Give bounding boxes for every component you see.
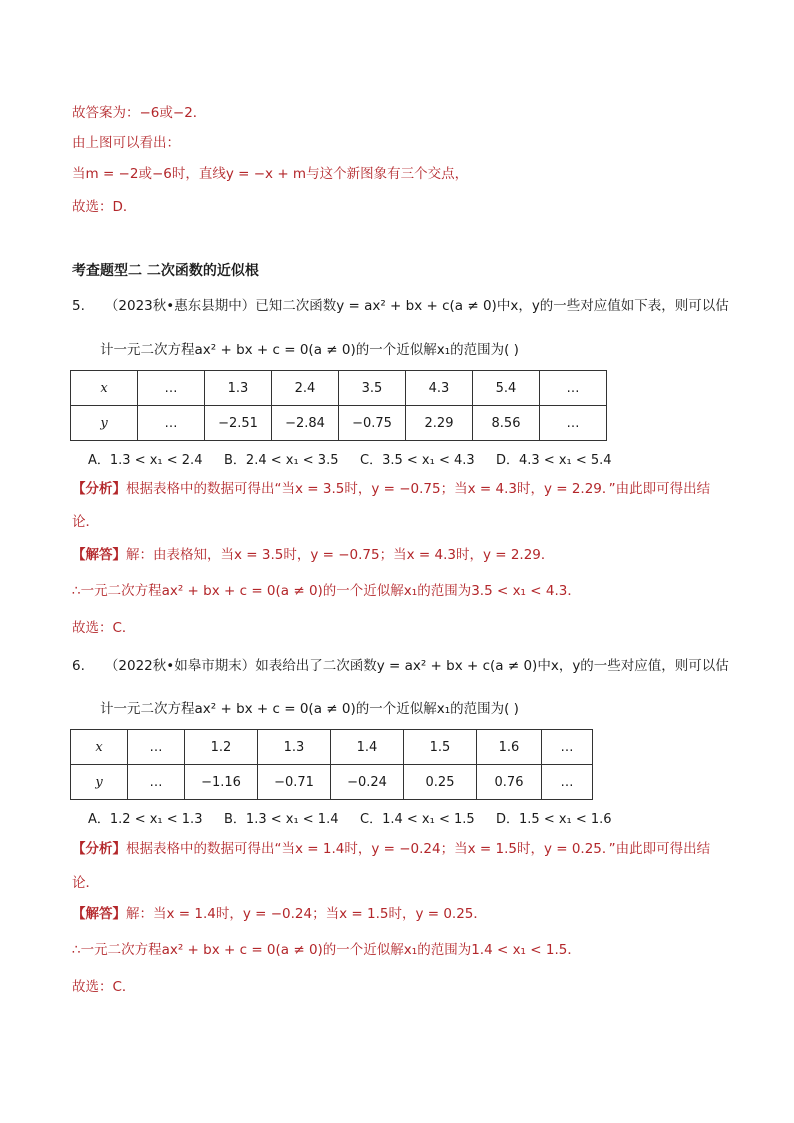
option-b: B．1.3 < x₁ < 1.4 [224, 812, 339, 827]
table-cell: 1.5 [404, 730, 477, 765]
q6-options [88, 808, 632, 827]
table-cell: 4.3 [406, 371, 473, 406]
table-cell: −2.84 [272, 406, 339, 441]
table-cell: −0.75 [339, 406, 406, 441]
table-cell: … [138, 371, 205, 406]
table-row [71, 765, 593, 800]
table-cell: … [128, 765, 185, 800]
table-cell: … [542, 765, 593, 800]
option-d: D．1.5 < x₁ < 1.6 [496, 812, 612, 827]
q5-stem-line2: 计一元二次方程ax² + bx + c = 0(a ≠ 0)的一个近似解x₁的范围为( ) [100, 342, 519, 358]
table-row [71, 730, 593, 765]
option-c: C．3.5 < x₁ < 4.3 [360, 453, 475, 468]
table-cell: 1.2 [185, 730, 258, 765]
q5-stem-line1: （2023秋•惠东县期中）已知二次函数y = ax² + bx + c(a ≠ 0)中x，y的一些对应值如下表，则可以估 [104, 298, 729, 314]
table-cell: … [540, 406, 607, 441]
observation-line: 由上图可以看出： [72, 135, 180, 151]
table-cell: 0.25 [404, 765, 477, 800]
table-cell: … [128, 730, 185, 765]
table-cell: −1.16 [185, 765, 258, 800]
option-d: D．4.3 < x₁ < 5.4 [496, 453, 612, 468]
table-cell: 1.3 [258, 730, 331, 765]
q5-number: 5. [72, 298, 85, 314]
q5-analysis-cont: 论． [72, 514, 99, 530]
table-cell: … [542, 730, 593, 765]
table-cell: 2.29 [406, 406, 473, 441]
q6-number: 6. [72, 658, 85, 674]
table-cell: 5.4 [473, 371, 540, 406]
table-cell: 2.4 [272, 371, 339, 406]
q6-solution-line2: ∴一元二次方程ax² + bx + c = 0(a ≠ 0)的一个近似解x₁的范围为1.4 < x₁ < 1.5． [72, 942, 581, 958]
table-cell: 1.3 [205, 371, 272, 406]
table-row [71, 406, 607, 441]
table-row [71, 371, 607, 406]
analysis-text: 根据表格中的数据可得出“当x = 1.4时，y = −0.24；当x = 1.5时，y = 0.25．”由此即可得出结 [126, 841, 711, 857]
q5-solution [72, 546, 554, 564]
q5-options [88, 449, 632, 468]
q6-analysis [72, 840, 710, 858]
q6-stem [72, 657, 729, 675]
q6-analysis-cont: 论． [72, 875, 99, 891]
table-cell: y [71, 765, 128, 800]
q5-analysis [72, 480, 710, 498]
analysis-text: 根据表格中的数据可得出“当x = 3.5时，y = −0.75；当x = 4.3时，y = 2.29．”由此即可得出结 [126, 481, 711, 497]
conclusion-line: 当m = −2或−6时，直线y = −x + m与这个新图象有三个交点， [72, 166, 469, 182]
answer-line: 故答案为：−6或−2． [72, 105, 207, 121]
table-cell: y [71, 406, 138, 441]
option-a: A．1.3 < x₁ < 2.4 [88, 453, 203, 468]
q6-stem-line1: （2022秋•如皋市期末）如表给出了二次函数y = ax² + bx + c(a ≠ 0)中x，y的一些对应值，则可以估 [104, 658, 729, 674]
option-a: A．1.2 < x₁ < 1.3 [88, 812, 203, 827]
q6-stem-line2: 计一元二次方程ax² + bx + c = 0(a ≠ 0)的一个近似解x₁的范围为( ) [100, 701, 519, 717]
option-b: B．2.4 < x₁ < 3.5 [224, 453, 339, 468]
table-cell: 1.6 [477, 730, 542, 765]
solution-tag: 【解答】 [72, 906, 126, 922]
table-cell: 0.76 [477, 765, 542, 800]
q6-solution [72, 905, 487, 923]
section-title: 考查题型二 二次函数的近似根 [72, 263, 259, 279]
choice-line: 故选：D． [72, 199, 137, 215]
table-cell: −0.71 [258, 765, 331, 800]
q6-choice: 故选：C． [72, 979, 136, 995]
table-cell: −0.24 [331, 765, 404, 800]
solution-text: 解：当x = 1.4时，y = −0.24；当x = 1.5时，y = 0.25． [126, 906, 487, 922]
q5-solution-line2: ∴一元二次方程ax² + bx + c = 0(a ≠ 0)的一个近似解x₁的范围为3.5 < x₁ < 4.3． [72, 583, 581, 599]
analysis-tag: 【分析】 [72, 481, 126, 497]
analysis-tag: 【分析】 [72, 841, 126, 857]
table-cell: 8.56 [473, 406, 540, 441]
table-cell: 3.5 [339, 371, 406, 406]
table-cell: … [540, 371, 607, 406]
solution-text: 解：由表格知，当x = 3.5时，y = −0.75；当x = 4.3时，y = 2.29． [126, 547, 555, 563]
q5-stem [72, 297, 729, 315]
table-cell: … [138, 406, 205, 441]
option-c: C．1.4 < x₁ < 1.5 [360, 812, 475, 827]
table-cell: 1.4 [331, 730, 404, 765]
table-cell: x [71, 730, 128, 765]
table-cell: −2.51 [205, 406, 272, 441]
q6-value-table [70, 729, 593, 800]
q5-value-table [70, 370, 607, 441]
q5-choice: 故选：C． [72, 620, 136, 636]
table-cell: x [71, 371, 138, 406]
solution-tag: 【解答】 [72, 547, 126, 563]
